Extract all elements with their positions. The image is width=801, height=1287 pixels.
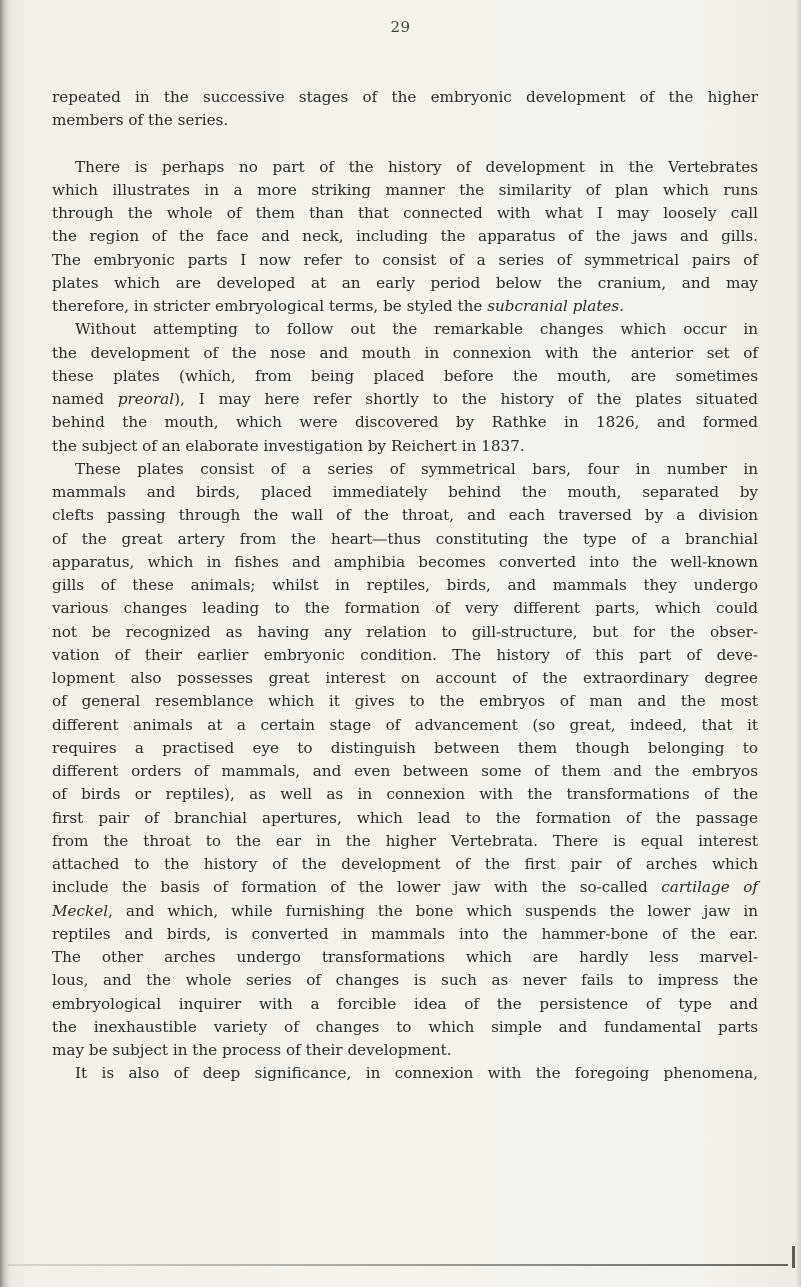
text-segment: , and which, while furnishing the bone which suspends the lower jaw in bbox=[108, 901, 758, 920]
text-segment: include the basis of formation of the lower jaw with the so-called bbox=[52, 878, 662, 897]
text-line: through the whole of them than that connected with what I may loosely call bbox=[52, 204, 758, 222]
page-number: 29 bbox=[390, 18, 411, 36]
text-line: these plates (which, from being placed before the mouth, are sometimes bbox=[52, 366, 758, 385]
text-line: repeated in the successive stages of the embryonic development of the higher bbox=[52, 88, 758, 106]
page-bottom-edge bbox=[8, 1264, 788, 1266]
text-line: clefts passing through the wall of the throat, and each traversed by a division bbox=[52, 506, 758, 525]
text-line: reptiles and birds, is converted in mammals into the hammer-bone of the ear. bbox=[52, 924, 758, 943]
text-line: the development of the nose and mouth in connexion with the anterior set of bbox=[52, 343, 758, 362]
text-line: The embryonic parts I now refer to consist of a series of symmetrical pairs of bbox=[52, 250, 758, 269]
text-line bbox=[52, 295, 758, 318]
text-line: the region of the face and neck, including the apparatus of the jaws and gills. bbox=[52, 227, 758, 246]
italic-term: cartilage of bbox=[661, 878, 758, 897]
text-line: not be recognized as having any relation to gill-structure, but for the obser- bbox=[52, 622, 758, 641]
text-segment: therefore, in stricter embryological terms, be styled the bbox=[52, 297, 488, 315]
text-line: members of the series. bbox=[52, 111, 229, 130]
text-line: different animals at a certain stage of advancement (so great, indeed, that it bbox=[52, 715, 758, 734]
text-line: embryological inquirer with a forcible idea of the persistence of type and bbox=[52, 994, 758, 1013]
text-line: gills of these animals; whilst in reptiles, birds, and mammals they undergo bbox=[52, 576, 758, 594]
text-line: These plates consist of a series of symmetrical bars, four in number in bbox=[75, 459, 758, 478]
text-line: the inexhaustible variety of changes to which simple and fundamental parts bbox=[52, 1017, 758, 1036]
text-line: different orders of mammals, and even between some of them and the embryos bbox=[52, 762, 758, 780]
corner-mark bbox=[792, 1246, 795, 1268]
text-line: There is perhaps no part of the history of development in the Vertebrates bbox=[75, 157, 758, 176]
paragraph-gap bbox=[52, 133, 758, 156]
text-line: It is also of deep significance, in connexion with the foregoing phenomena, bbox=[75, 1064, 758, 1083]
text-line: of the great artery from the heart—thus constituting the type of a branchial bbox=[52, 529, 758, 548]
text-line: various changes leading to the formation of very different parts, which could bbox=[52, 599, 758, 618]
text-line: apparatus, which in fishes and amphibia becomes converted into the well-known bbox=[52, 552, 758, 571]
text-line: behind the mouth, which were discovered by Rathke in 1826, and formed bbox=[52, 413, 758, 432]
text-line: attached to the history of the development of the first pair of arches which bbox=[52, 855, 758, 873]
text-segment: named bbox=[52, 390, 118, 408]
text-line: plates which are developed at an early period below the cranium, and may bbox=[52, 273, 758, 292]
text-line: the subject of an elaborate investigation by Reichert in 1837. bbox=[52, 436, 525, 455]
text-line: vation of their earlier embryonic condition. The history of this part of deve- bbox=[52, 645, 758, 664]
text-line bbox=[52, 900, 758, 923]
italic-term: Meckel bbox=[52, 901, 109, 920]
text-line: of birds or reptiles), as well as in connexion with the transformations of the bbox=[52, 785, 758, 804]
text-line: lopment also possesses great interest on account of the extraordinary degree bbox=[52, 669, 758, 687]
text-line: which illustrates in a more striking manner the similarity of plan which runs bbox=[52, 180, 758, 199]
italic-term: preoral bbox=[117, 390, 175, 408]
text-line: The other arches undergo transformations which are hardly less marvel- bbox=[52, 948, 758, 966]
text-line: of general resemblance which it gives to the embryos of man and the most bbox=[52, 692, 758, 711]
page-edge bbox=[795, 0, 801, 1287]
text-line: may be subject in the process of their development. bbox=[52, 1041, 452, 1059]
text-line bbox=[52, 388, 758, 411]
text-line: mammals and birds, placed immediately behind the mouth, separated by bbox=[52, 483, 758, 501]
text-line: requires a practised eye to distinguish between them though belonging to bbox=[52, 738, 758, 757]
text-line: first pair of branchial apertures, which lead to the formation of the passage bbox=[52, 808, 758, 827]
binding-shadow bbox=[0, 0, 10, 1287]
text-line bbox=[52, 876, 758, 899]
text-line: from the throat to the ear in the higher Vertebrata. There is equal interest bbox=[52, 831, 758, 850]
text-segment: ), I may here refer shortly to the history of the plates situated bbox=[174, 390, 759, 408]
italic-term: subcranial plates. bbox=[487, 297, 625, 315]
text-line: lous, and the whole series of changes is such as never fails to impress the bbox=[52, 971, 758, 990]
body-text bbox=[52, 86, 758, 1086]
text-line: Without attempting to follow out the remarkable changes which occur in bbox=[75, 320, 758, 339]
